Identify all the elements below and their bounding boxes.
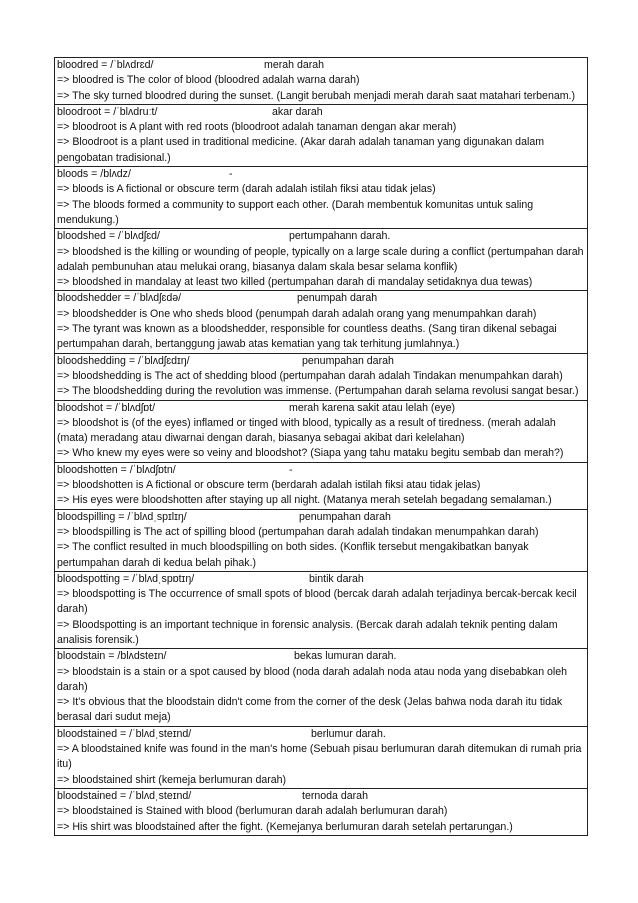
example-line: => Bloodspotting is an important technique in forensic analysis. (Bercak darah adalah teknik penting dalam analisis forensik.)	[57, 618, 558, 646]
entry-head	[57, 727, 585, 742]
example-line: => The bloods formed a community to support each other. (Darah membentuk komunitas untuk saling mendukung.)	[57, 198, 534, 226]
entry	[55, 572, 587, 649]
definition-line: => bloods is A fictional or obscure term (darah adalah istilah fiksi atau tidak jelas)	[57, 183, 436, 196]
meaning: merah karena sakit atau lelah (eye)	[289, 401, 456, 414]
meaning: -	[229, 168, 233, 181]
entry	[55, 105, 587, 167]
entry-head	[57, 105, 585, 120]
entry	[55, 229, 587, 291]
example-line: => It's obvious that the bloodstain didn't come from the corner of the desk (Jelas bahwa noda darah itu tidak berasal dari sudut meja)	[57, 696, 563, 724]
meaning: bintik darah	[309, 572, 364, 585]
example-line: => The tyrant was known as a bloodshedder, responsible for countless deaths. (Sang tiran dikenal sebagai pertumpahan darah, bertanggung jawab atas kematian yang tak terhitung jumlahnya.)	[57, 323, 557, 351]
meaning: penumpah darah	[297, 292, 378, 305]
example-line: => His eyes were bloodshotten after staying up all night. (Matanya merah setelah begadang semalaman.)	[57, 494, 552, 507]
example-line: => Who knew my eyes were so veiny and bloodshot? (Siapa yang tahu mataku begitu sembab dan merah?)	[57, 447, 564, 460]
headword: bloodshotten = /ˈblʌdʃɒtn/	[57, 463, 176, 476]
entry	[55, 58, 587, 105]
meaning: penumpahan darah	[302, 354, 394, 367]
meaning: penumpahan darah	[299, 510, 391, 523]
entry-head	[57, 463, 585, 478]
example-line: => The conflict resulted in much bloodspilling on both sides. (Konflik tersebut mengakibatkan banyak pertumpahan darah di kedua belah pihak.)	[57, 541, 529, 569]
entry	[55, 727, 587, 789]
definition-line: => bloodstain is a stain or a spot caused by blood (noda darah adalah noda atau noda yang disebabkan oleh darah)	[57, 665, 568, 693]
entry-head	[57, 401, 585, 416]
entry-head	[57, 58, 585, 73]
entry	[55, 354, 587, 401]
definition-line: => bloodstained is Stained with blood (berlumuran darah adalah berlumuran darah)	[57, 805, 448, 818]
example-line: => Bloodroot is a plant used in traditional medicine. (Akar darah adalah tanaman yang digunakan dalam pengobatan tradisional.)	[57, 136, 545, 164]
entry	[55, 401, 587, 463]
definition-line: => bloodspilling is The act of spilling blood (pertumpahan darah adalah tindakan menumpahkan darah)	[57, 525, 539, 538]
definition-line: => bloodshedding is The act of shedding blood (pertumpahan darah adalah Tindakan menumpahkan darah)	[57, 369, 563, 382]
meaning: berlumur darah.	[311, 727, 386, 740]
headword: bloodred = /ˈblʌdrɛd/	[57, 59, 154, 71]
headword: bloodshedder = /ˈblʌdʃɛdə/	[57, 292, 182, 305]
example-line: => His shirt was bloodstained after the fight. (Kemejanya berlumuran darah setelah pertarungan.)	[57, 820, 513, 833]
entry-head	[57, 354, 585, 369]
definition-line: => bloodspotting is The occurrence of small spots of blood (bercak darah adalah terjadinya bercak-bercak kecil darah)	[57, 588, 577, 616]
entry	[55, 789, 587, 836]
headword: bloodroot = /ˈblʌdruːt/	[57, 105, 158, 118]
headword: bloodstained = /ˈblʌdˌsteɪnd/	[57, 727, 192, 740]
entry	[55, 291, 587, 353]
meaning: -	[289, 463, 293, 476]
meaning: pertumpahann darah.	[289, 230, 391, 243]
entry	[55, 463, 587, 510]
headword: bloodshed = /ˈblʌdʃɛd/	[57, 230, 160, 243]
entry-head	[57, 510, 585, 525]
headword: bloods = /blʌdz/	[57, 168, 131, 181]
headword: bloodshedding = /ˈblʌdʃɛdɪŋ/	[57, 354, 190, 367]
entry	[55, 649, 587, 726]
example-line: => bloodstained shirt (kemeja berlumuran darah)	[57, 773, 287, 786]
definition-line: => bloodroot is A plant with red roots (bloodroot adalah tanaman dengan akar merah)	[57, 121, 457, 134]
definition-line: => A bloodstained knife was found in the man's home (Sebuah pisau berlumuran darah ditemukan di rumah pria itu)	[57, 743, 582, 771]
entry-head	[57, 229, 585, 244]
meaning: merah darah	[264, 59, 325, 71]
entry-head	[57, 649, 585, 664]
headword: bloodshot = /ˈblʌdʃɒt/	[57, 401, 156, 414]
definition-line: => bloodshotten is A fictional or obscure term (berdarah adalah istilah fiksi atau tidak jelas)	[57, 479, 481, 492]
meaning: ternoda darah	[302, 789, 368, 802]
entry-head	[57, 167, 585, 182]
definition-line: => bloodshed is the killing or wounding of people, typically on a large scale during a conflict (pertumpahan darah adalah pembunuhan atau melukai orang, biasanya dalam skala besar selama konflik)	[57, 245, 584, 273]
entry	[55, 167, 587, 229]
headword: bloodspotting = /ˈblʌdˌspɒtɪŋ/	[57, 572, 195, 585]
dictionary-table	[54, 57, 588, 836]
example-line: => The sky turned bloodred during the sunset. (Langit berubah menjadi merah darah saat matahari terbenam.)	[57, 89, 576, 102]
headword: bloodstained = /ˈblʌdˌsteɪnd/	[57, 789, 192, 802]
headword: bloodstain = /blʌdsteɪn/	[57, 650, 167, 663]
example-line: => bloodshed in mandalay at least two killed (pertumpahan darah di mandalay setidaknya dua tewas)	[57, 276, 533, 289]
example-line: => The bloodshedding during the revolution was immense. (Pertumpahan darah selama revolusi sangat besar.)	[57, 385, 579, 398]
entry-head	[57, 572, 585, 587]
entry-head	[57, 789, 585, 804]
headword: bloodspilling = /ˈblʌdˌspɪlɪŋ/	[57, 510, 187, 523]
meaning: akar darah	[272, 105, 323, 118]
definition-line: => bloodred is The color of blood (bloodred adalah warna darah)	[57, 74, 360, 87]
definition-line: => bloodshot is (of the eyes) inflamed or tinged with blood, typically as a result of tiredness. (merah adalah (mata) meradang atau diwarnai dengan darah, biasanya sebagai akibat dari kelelahan)	[57, 416, 556, 445]
entry-head	[57, 291, 585, 306]
entry	[55, 510, 587, 572]
meaning: bekas lumuran darah.	[294, 650, 397, 663]
definition-line: => bloodshedder is One who sheds blood (penumpah darah adalah orang yang menumpahkan darah)	[57, 307, 537, 320]
